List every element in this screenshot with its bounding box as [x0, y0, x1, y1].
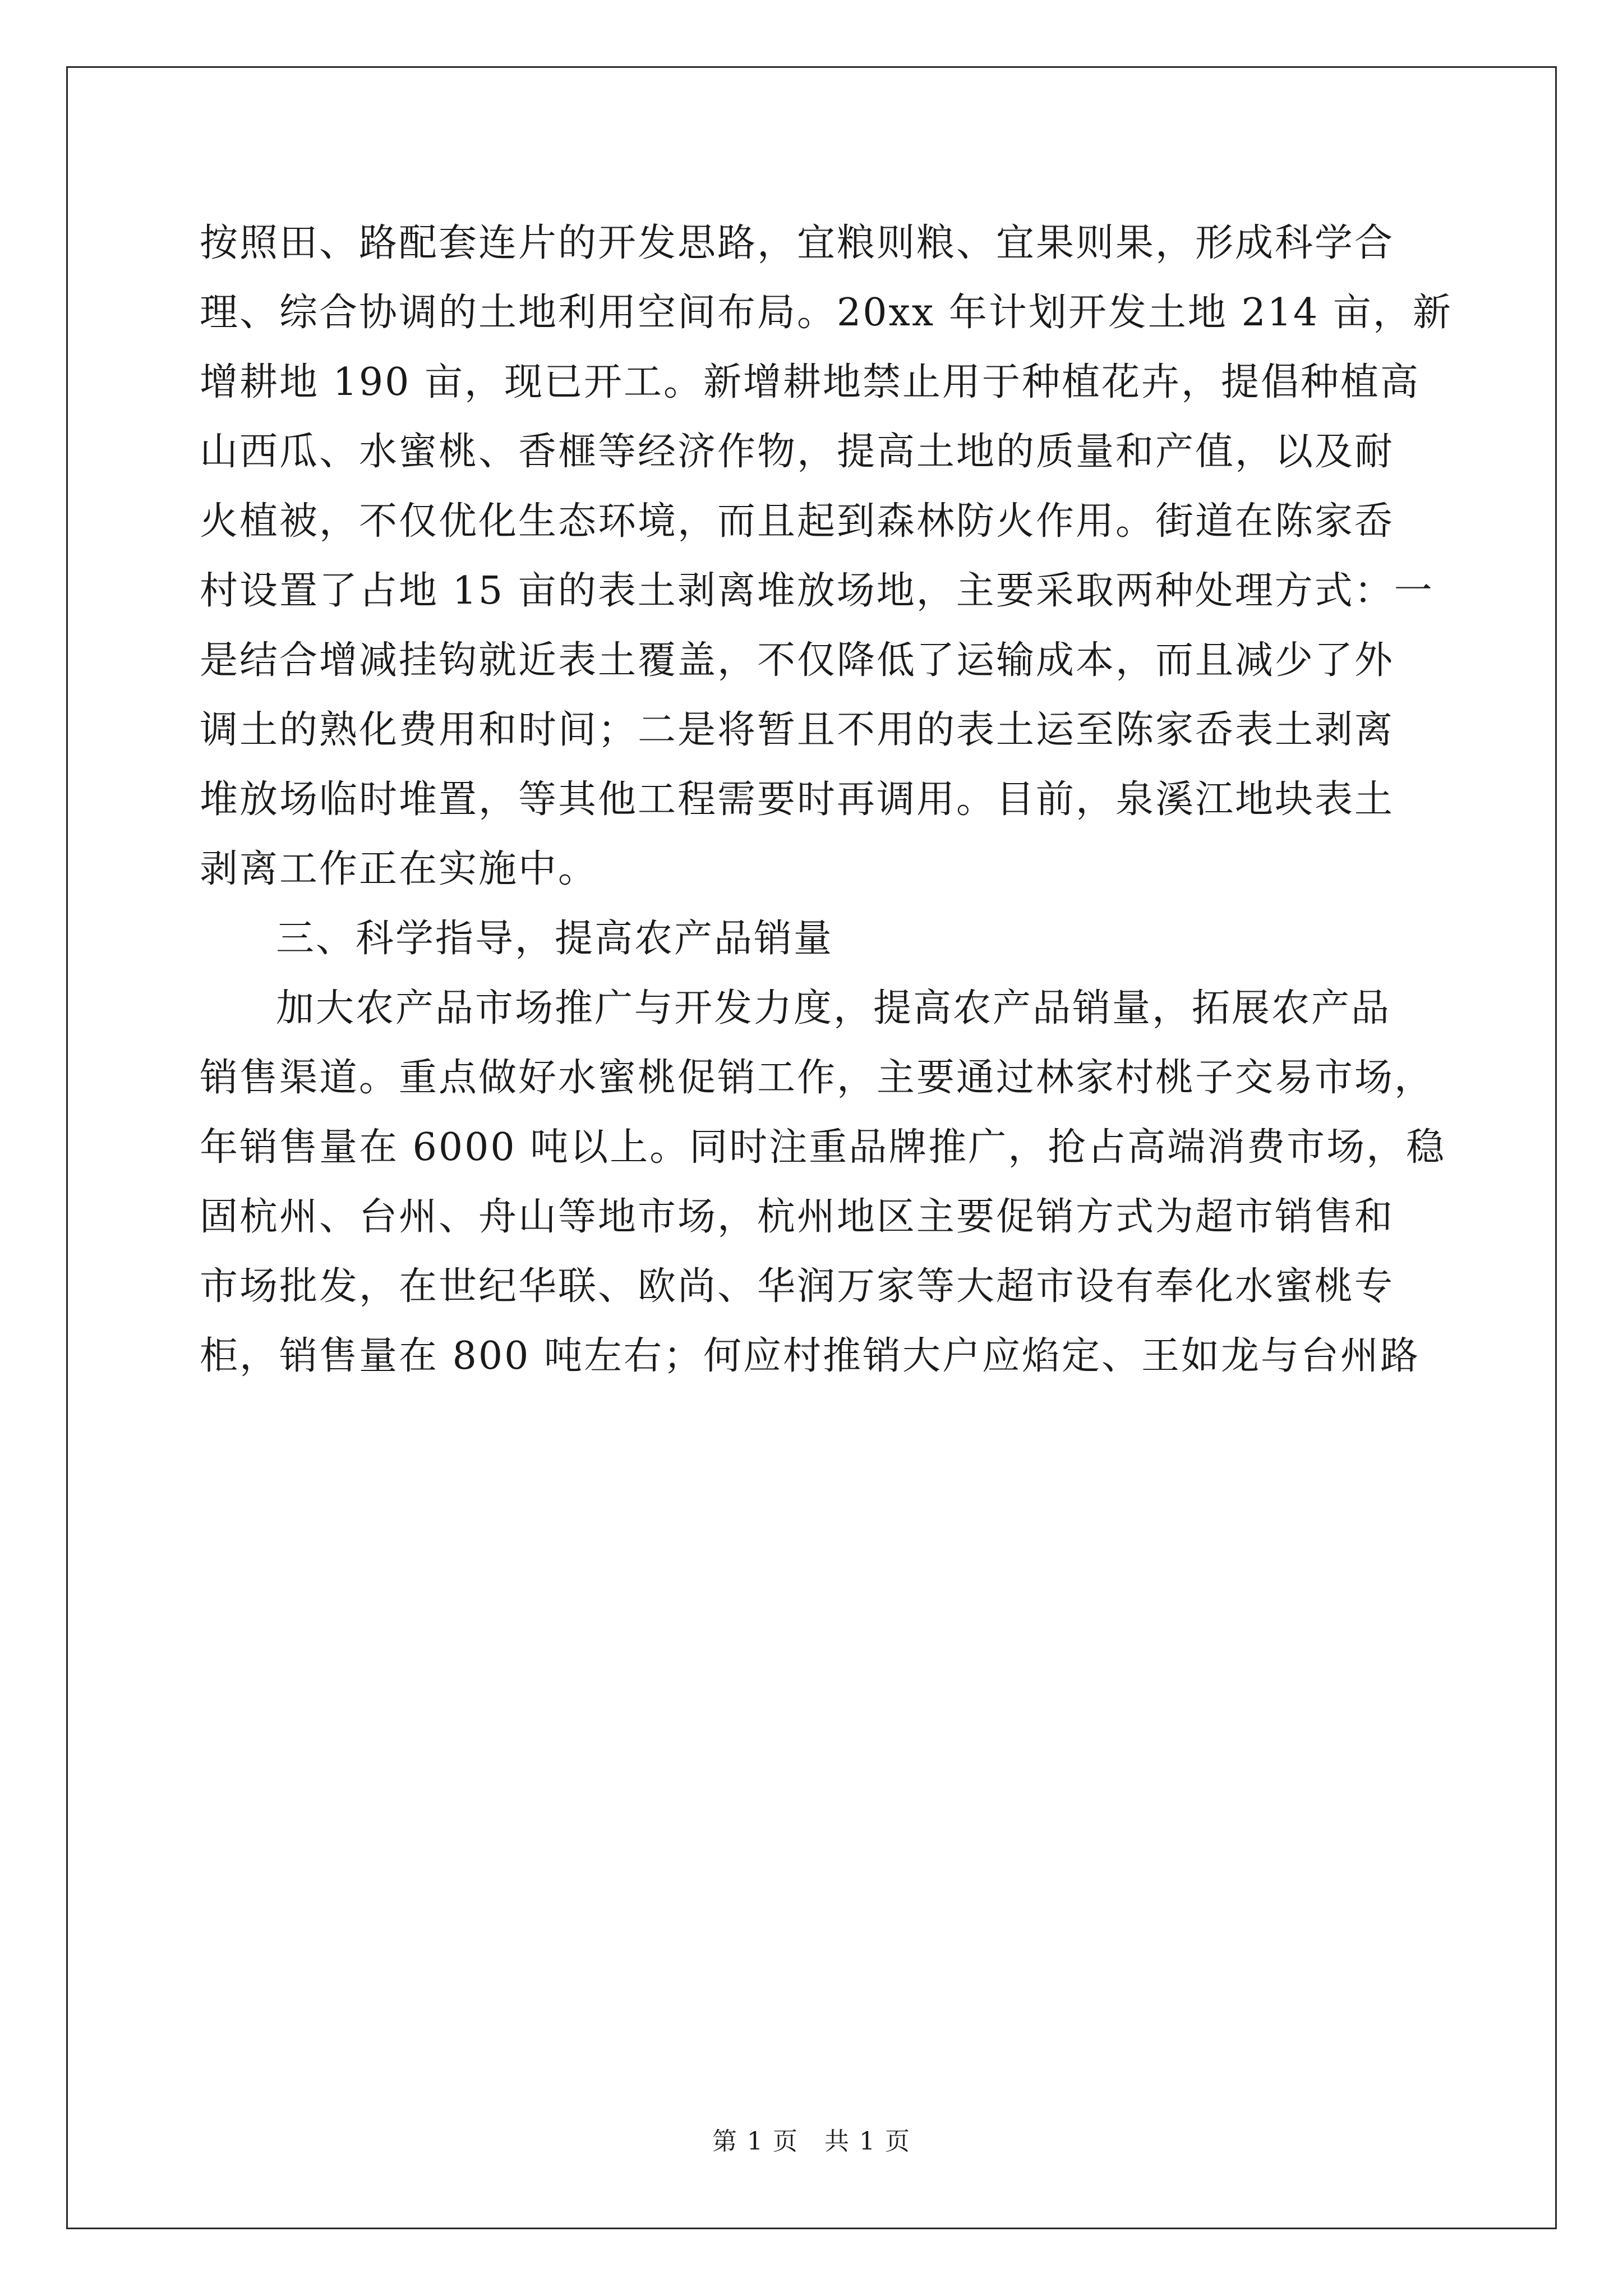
text-line: 调土的熟化费用和时间；二是将暂且不用的表土运至陈家岙表土剥离: [200, 708, 1395, 752]
text-line: 市场批发，在世纪华联、欧尚、华润万家等大超市设有奉化水蜜桃专: [200, 1264, 1395, 1309]
text-line: 山西瓜、水蜜桃、香榧等经济作物，提高土地的质量和产值，以及耐: [200, 430, 1395, 474]
text-line: 是结合增减挂钩就近表土覆盖，不仅降低了运输成本，而且减少了外: [200, 638, 1395, 683]
text-line: 堆放场临时堆置，等其他工程需要时再调用。目前，泉溪江地块表土: [200, 777, 1395, 822]
page-number: 第 1 页: [712, 2127, 799, 2156]
page-footer: [0, 2126, 1623, 2157]
text-line: 柜，销售量在 800 吨左右；何应村推销大户应焰定、王如龙与台州路: [200, 1334, 1421, 1378]
document-body: [200, 209, 1453, 1391]
section-heading: 三、科学指导，提高农产品销量: [276, 917, 834, 961]
text-line: 年销售量在 6000 吨以上。同时注重品牌推广，抢占高端消费市场，稳: [200, 1125, 1446, 1170]
text-line: 剥离工作正在实施中。: [200, 847, 598, 891]
text-line: 理、综合协调的土地利用空间布局。20xx 年计划开发土地 214 亩，新: [200, 291, 1453, 335]
text-line: 火植被，不仅优化生态环境，而且起到森林防火作用。街道在陈家岙: [200, 499, 1395, 544]
text-line: 按照田、路配套连片的开发思路，宜粮则粮、宜果则果，形成科学合: [200, 221, 1395, 265]
text-line: 村设置了占地 15 亩的表土剥离堆放场地，主要采取两种处理方式：一: [200, 569, 1434, 613]
page-total: 共 1 页: [824, 2127, 911, 2156]
text-line: 固杭州、台州、舟山等地市场，杭州地区主要促销方式为超市销售和: [200, 1195, 1395, 1239]
text-line: 加大农产品市场推广与开发力度，提高农产品销量，拓展农产品: [276, 986, 1391, 1030]
text-line: 销售渠道。重点做好水蜜桃促销工作，主要通过林家村桃子交易市场，: [200, 1056, 1435, 1100]
text-line: 增耕地 190 亩，现已开工。新增耕地禁止用于种植花卉，提倡种植高: [200, 360, 1421, 404]
